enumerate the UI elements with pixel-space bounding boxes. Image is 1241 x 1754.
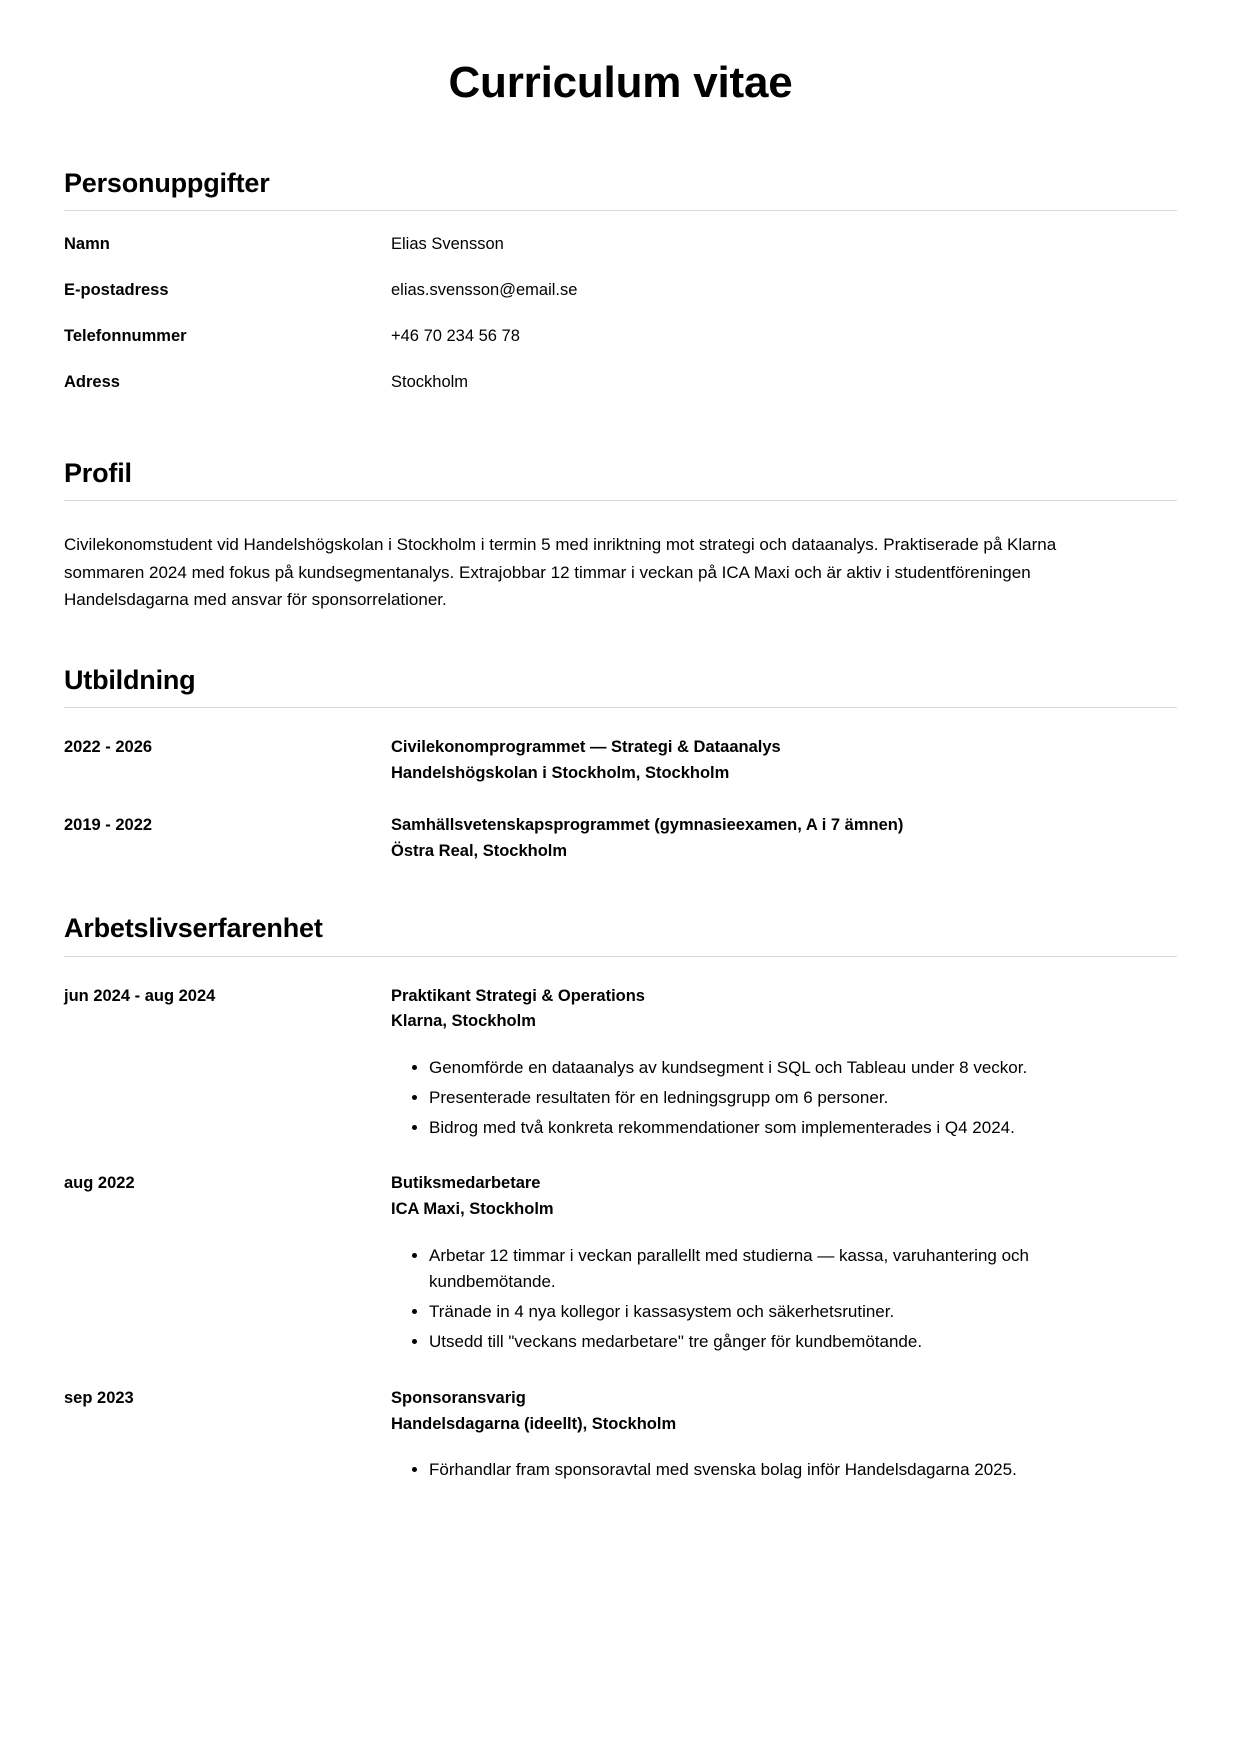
section-divider-profile [64, 500, 1177, 501]
experience-entry [64, 1386, 1177, 1487]
education-entry-date: 2019 - 2022 [64, 816, 153, 835]
page-title: Curriculum vitae [448, 58, 793, 107]
experience-entry-bullet: • Presenterade resultaten för en ledningsgrupp om 6 personer. [429, 1085, 1089, 1112]
section-divider-education [64, 707, 1177, 708]
experience-entry-title: Praktikant Strategi & Operations [391, 986, 645, 1005]
experience-entry-body [391, 1171, 1177, 1359]
experience-entry-bullet: • Genomförde en dataanalys av kundsegment i SQL och Tableau under 8 veckor. [429, 1055, 1089, 1082]
experience-entry-bullet-list [391, 1055, 1177, 1142]
personal-detail-value: Elias Svensson [391, 234, 504, 253]
experience-entry-bullet: • Tränade in 4 nya kollegor i kassasystem och säkerhetsrutiner. [429, 1299, 1089, 1326]
profile-text: Civilekonomstudent vid Handelshögskolan i Stockholm i termin 5 med inriktning mot strategi och dataanalys. Praktiserade på Klarna sommaren 2024 med fokus på kundsegmentanalys. Extrajobbar 12 timmar i veckan på ICA Maxi och är aktiv i studentföreningen Handelsdagarna med ansvar för sponsorrelationer. [64, 535, 1057, 610]
experience-entry-subtitle: Handelsdagarna (ideellt), Stockholm [391, 1414, 677, 1433]
experience-entry [64, 1171, 1177, 1359]
personal-detail-label: Adress [64, 372, 120, 391]
personal-detail-row [64, 325, 1177, 349]
education-entry-subtitle: Östra Real, Stockholm [391, 841, 568, 860]
education-entry [64, 735, 1177, 786]
education-entry-body [391, 735, 1177, 786]
experience-entry [64, 984, 1177, 1145]
personal-detail-value: Stockholm [391, 372, 469, 391]
experience-entry-bullet: • Bidrog med två konkreta rekommendationer som implementerades i Q4 2024. [429, 1115, 1089, 1142]
section-heading-profile: Profil [64, 457, 132, 488]
personal-detail-row [64, 279, 1177, 303]
experience-entry-subtitle: Klarna, Stockholm [391, 1012, 536, 1031]
section-heading-education: Utbildning [64, 664, 196, 695]
experience-entry-body [391, 984, 1177, 1145]
experience-entry-bullet: • Utsedd till "veckans medarbetare" tre gånger för kundbemötande. [429, 1329, 1089, 1356]
section-divider-experience [64, 956, 1177, 957]
experience-entry-body [391, 1386, 1177, 1487]
experience-entry-date: jun 2024 - aug 2024 [64, 986, 216, 1005]
education-entry-list [64, 735, 1177, 864]
personal-detail-row [64, 233, 1177, 257]
experience-entry-title: Sponsoransvarig [391, 1388, 526, 1407]
education-entry-date: 2022 - 2026 [64, 738, 153, 757]
experience-section [64, 912, 1177, 1487]
personal-detail-row [64, 371, 1177, 395]
education-entry-subtitle: Handelshögskolan i Stockholm, Stockholm [391, 763, 730, 782]
profile-section [64, 457, 1177, 614]
education-entry [64, 813, 1177, 864]
experience-entry-bullet: • Arbetar 12 timmar i veckan parallellt med studierna — kassa, varuhantering och kundbemötande. [429, 1243, 1089, 1297]
experience-entry-subtitle: ICA Maxi, Stockholm [391, 1199, 554, 1218]
section-divider-personal [64, 210, 1177, 211]
experience-entry-bullet-list [391, 1243, 1177, 1356]
education-entry-body [391, 813, 1177, 864]
education-entry-title: Civilekonomprogrammet — Strategi & Dataanalys [391, 738, 781, 757]
education-entry-title: Samhällsvetenskapsprogrammet (gymnasieexamen, A i 7 ämnen) [391, 816, 904, 835]
experience-entry-bullet-list [391, 1457, 1177, 1484]
section-heading-experience: Arbetslivserfarenhet [64, 913, 323, 944]
experience-entry-list [64, 984, 1177, 1487]
experience-entry-bullet: • Förhandlar fram sponsoravtal med svenska bolag inför Handelsdagarna 2025. [429, 1457, 1089, 1484]
personal-detail-label: Telefonnummer [64, 326, 187, 345]
section-heading-personal: Personuppgifter [64, 167, 270, 198]
personal-detail-value: elias.svensson@email.se [391, 280, 578, 299]
experience-entry-date: sep 2023 [64, 1388, 134, 1407]
personal-detail-value: +46 70 234 56 78 [391, 326, 520, 345]
experience-entry-date: aug 2022 [64, 1174, 135, 1193]
personal-detail-label: E-postadress [64, 280, 169, 299]
education-section [64, 664, 1177, 865]
personal-detail-label: Namn [64, 234, 110, 253]
personal-details-section [64, 167, 1177, 395]
personal-details-list [64, 233, 1177, 395]
experience-entry-title: Butiksmedarbetare [391, 1174, 541, 1193]
